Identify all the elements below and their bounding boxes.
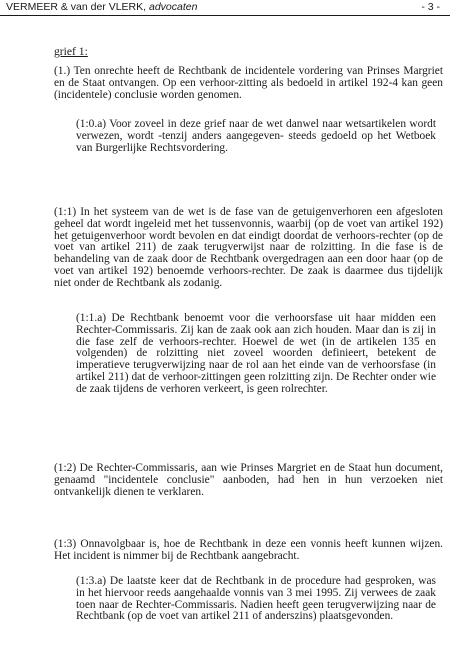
header-divider: [0, 15, 450, 16]
firm-name-text: VERMEER & van der VLERK,: [6, 1, 147, 13]
paragraph-1-3: (1:3) Onnavolgbaar is, hoe de Rechtbank in deze een vonnis heeft kunnen wijzen. Het incident is nimmer bij de Rechtbank aangebracht.: [54, 538, 443, 562]
paragraph-1-1a: (1:1.a) De Rechtbank benoemt voor die verhoorsfase uit haar midden een Rechter-Commissaris. Zij kan de zaak ook aan zich houden. Maar dan is zij in die fase zelf de verhoors-rechter. Hoewel de wet (in de artikelen 135 en volgenden) de rolzitting niet zoveel woorden definieert, betekent de imperatieve terugverwijzing naar de rol aan het einde van de verhoorsfase (in artikel 211) dat de verhoor-zittingen geen rolzitting zijn. De Rechter onder wie de zaak tijdens de verhoren verkeert, is geen rolrechter.: [76, 312, 436, 395]
paragraph-1-0: (1.) Ten onrechte heeft de Rechtbank de incidentele vordering van Prinses Margriet en de Staat ontvangen. Op een verhoor-zitting als bedoeld in artikel 192-4 kan geen (incidentele) conclusie worden genomen.: [54, 65, 443, 101]
section-heading: grief 1:: [54, 45, 88, 58]
page-header: [0, 0, 450, 14]
firm-suffix: advocaten: [148, 1, 198, 13]
firm-name: [6, 0, 197, 14]
paragraph-1-1: (1:1) In het systeem van de wet is de fase van de getuigenverhoren een afgesloten geheel dat wordt ingeleid met het tussenvonnis, waarbij (op de voet van artikel 192) het getuigenverhoor wordt bevolen en dat eindigt doordat de verhoors-rechter (op de voet van artikel 211) de zaak terugverwijst naar de rolzitting. In die fase is de behandeling van de zaak door de Rechtbank overgedragen aan een door haar (op de voet van artikel 192) benoemde verhoors-rechter. De zaak is daarmee dus tijdelijk niet onder de Rechtbank als zodanig.: [54, 206, 443, 289]
page-number: - 3 -: [421, 1, 440, 13]
paragraph-1-3a: (1:3.a) De laatste keer dat de Rechtbank in de procedure had gesproken, was in het hiervoor reeds aangehaalde vonnis van 3 mei 1995. Zij verwees de zaak toen naar de Rechter-Commissaris. Nadien heeft geen terugverwijzing naar de Rechtbank (op de voet van artikel 211 of anderszins) plaatsgevonden.: [76, 575, 436, 623]
paragraph-1-0a: (1:0.a) Voor zoveel in deze grief naar de wet danwel naar wetsartikelen wordt verwezen, wordt -tenzij anders aangegeven- steeds gedoeld op het Wetboek van Burgerlijke Rechtsvordering.: [76, 118, 436, 154]
paragraph-1-2: (1:2) De Rechter-Commissaris, aan wie Prinses Margriet en de Staat hun document, genaamd "incidentele conclusie" aanboden, had hen in hun verzoeken niet ontvankelijk dienen te verklaren.: [54, 462, 443, 498]
